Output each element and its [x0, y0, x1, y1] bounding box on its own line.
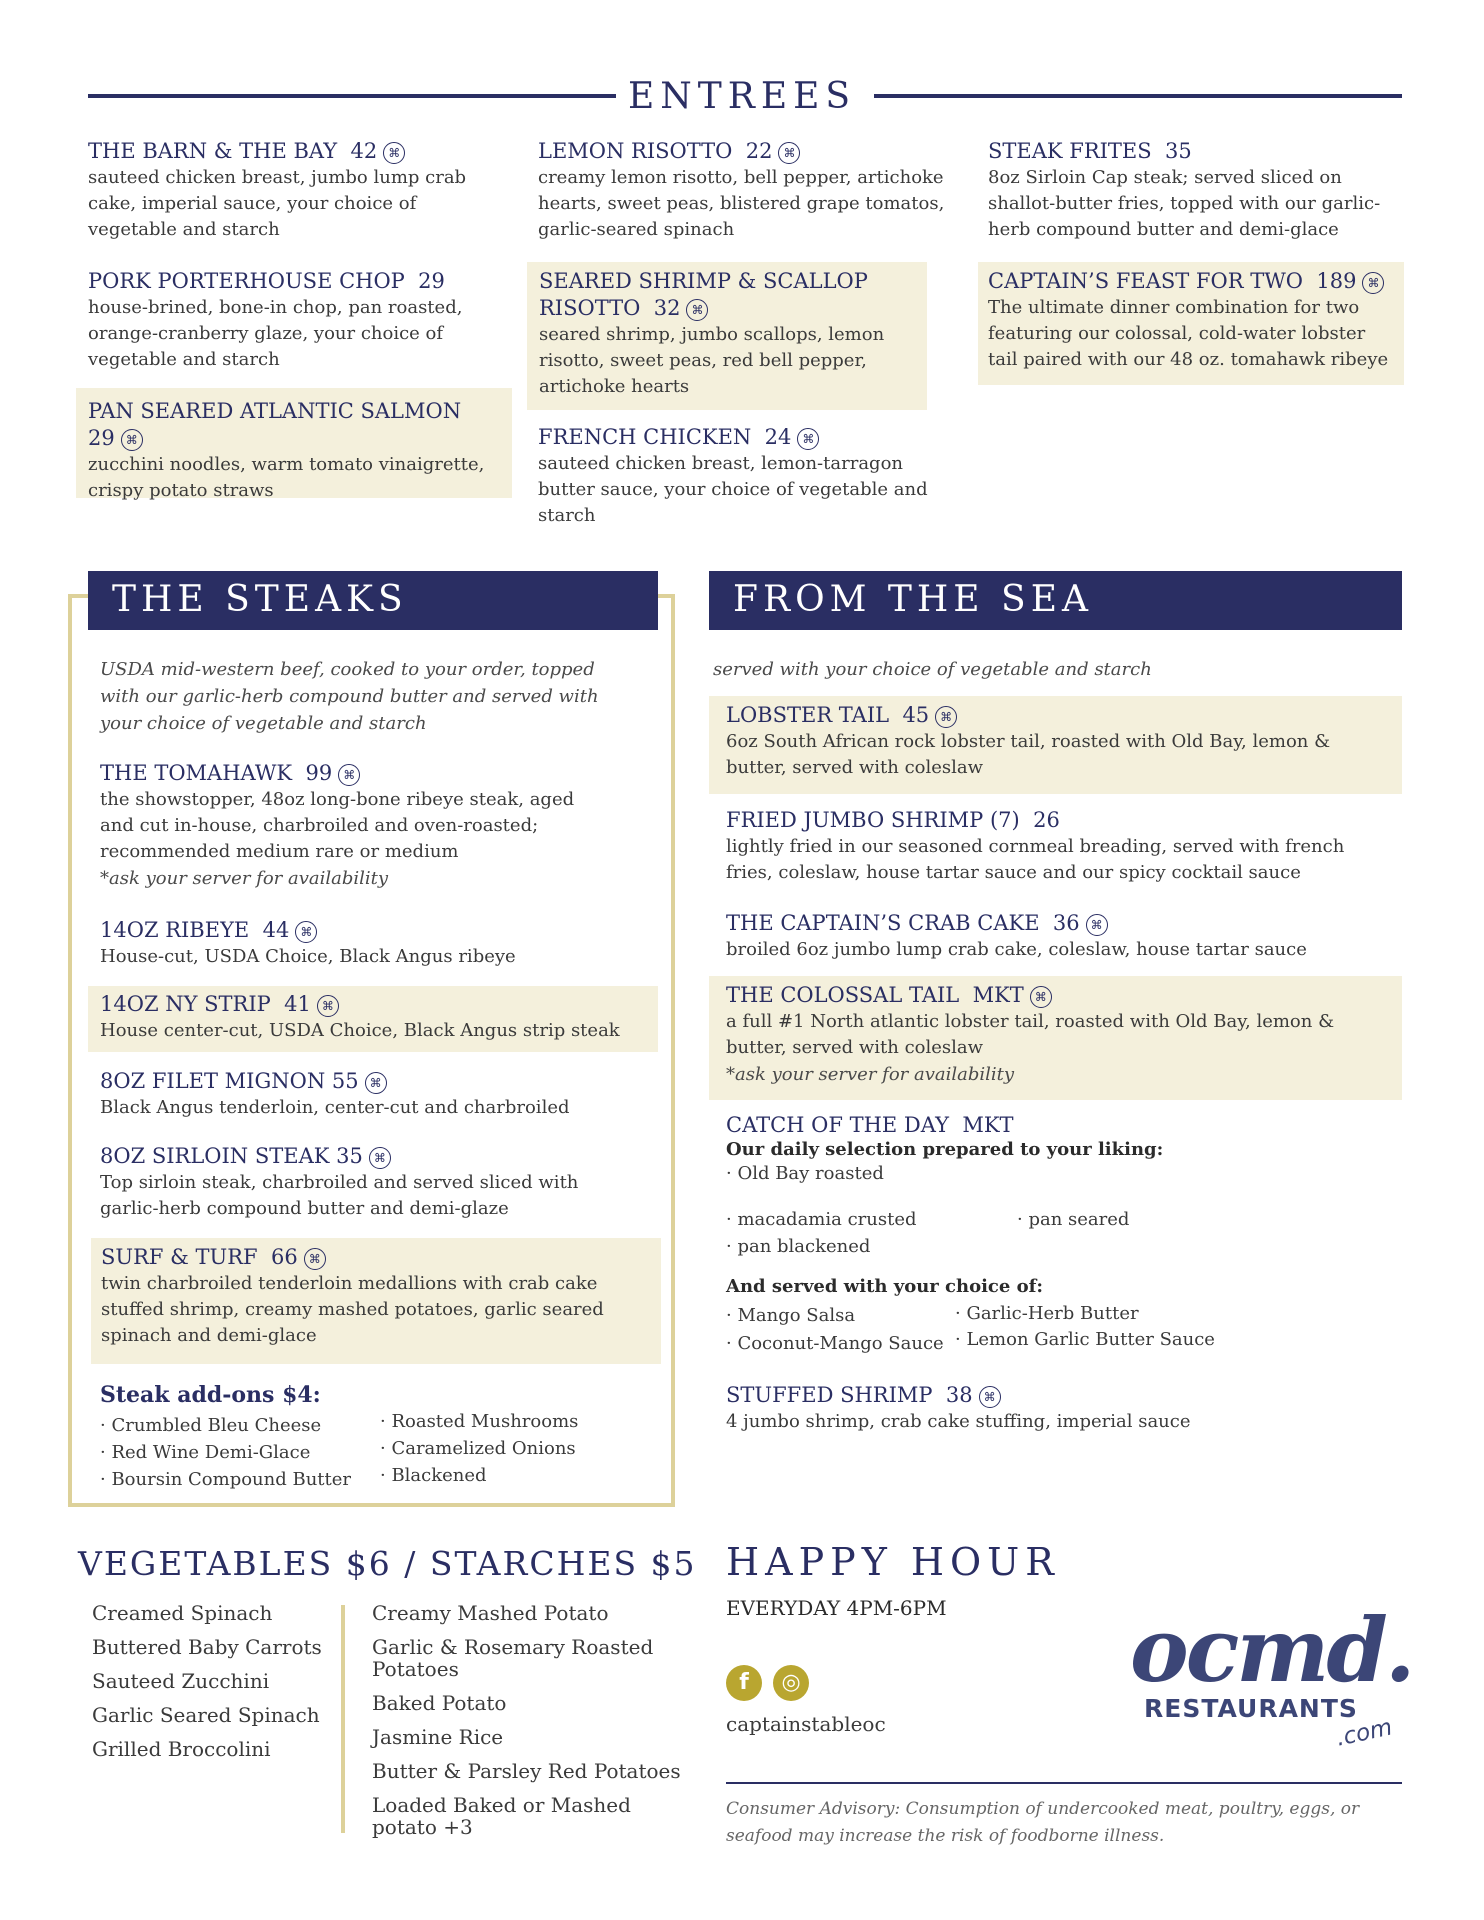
item-price: MKT [972, 983, 1024, 1007]
item-price: 55 [331, 1069, 359, 1093]
vegetable-item: Garlic Seared Spinach [92, 1703, 320, 1727]
catch-prep-item: · macadamia crusted [726, 1209, 917, 1230]
vegetables-list [92, 1596, 322, 1766]
gluten-free-icon: ⌘ [383, 142, 405, 164]
item-description: The ultimate dinner combination for two featuring our colossal, cold-water lobster tail paired with our 48 oz. tomahawk ribeye [988, 297, 1389, 370]
menu-item [100, 917, 640, 970]
menu-item [100, 1143, 630, 1222]
catch-prep-title: Our daily selection prepared to your liking: [726, 1139, 1164, 1160]
menu-item [726, 807, 1396, 886]
item-description: creamy lemon risotto, bell pepper, artichoke hearts, sweet peas, blistered grape tomatos, garlic-seared spinach [538, 167, 945, 240]
catch-choice-item: · Garlic-Herb Butter [955, 1303, 1139, 1324]
starch-item: Jasmine Rice [372, 1725, 504, 1749]
catch-choice-item: · Coconut-Mango Sauce [726, 1333, 944, 1354]
menu-item-featured [709, 696, 1402, 794]
item-price: 42 [350, 139, 378, 163]
item-description: seared shrimp, jumbo scallops, lemon risotto, sweet peas, red bell pepper, artichoke hearts [539, 324, 885, 397]
item-name: THE COLOSSAL TAIL [726, 983, 960, 1007]
item-name: 14OZ NY STRIP [100, 992, 271, 1016]
addon-item: · Crumbled Bleu Cheese [100, 1415, 322, 1436]
menu-item [88, 138, 488, 243]
menu-item-featured [527, 262, 927, 410]
catch-prep-item: · pan blackened [726, 1236, 871, 1257]
item-description: broiled 6oz jumbo lump crab cake, coleslaw, house tartar sauce [726, 939, 1307, 960]
catch-choice-item: · Lemon Garlic Butter Sauce [955, 1329, 1215, 1350]
item-description: zucchini noodles, warm tomato vinaigrette, crispy potato straws [88, 454, 485, 501]
item-name: 8OZ FILET MIGNON [100, 1069, 326, 1093]
menu-item-featured [91, 1238, 661, 1364]
item-name: CAPTAIN’S FEAST FOR TWO [988, 269, 1304, 293]
item-name: LOBSTER TAIL [726, 703, 890, 727]
gluten-free-icon: ⌘ [797, 428, 819, 450]
item-description: twin charbroiled tenderloin medallions with crab cake stuffed shrimp, creamy mashed potatoes, garlic seared spinach and demi-glace [101, 1273, 604, 1346]
gluten-free-icon: ⌘ [317, 995, 339, 1017]
item-name: SURF & TURF [101, 1245, 258, 1269]
gluten-free-icon: ⌘ [295, 921, 317, 943]
gluten-free-icon: ⌘ [686, 299, 708, 321]
item-name: STEAK FRITES [988, 139, 1152, 163]
steak-addons-left [100, 1412, 351, 1493]
item-name: 8OZ SIRLOIN STEAK [100, 1144, 330, 1168]
addon-item: · Boursin Compound Butter [100, 1469, 352, 1490]
addon-item: · Red Wine Demi-Glace [100, 1442, 311, 1463]
item-price: 22 [745, 139, 773, 163]
item-price: 29 [418, 269, 445, 293]
item-price: 44 [262, 918, 290, 942]
vegetable-item: Grilled Broccolini [92, 1737, 271, 1761]
item-description: 6oz South African rock lobster tail, roasted with Old Bay, lemon & butter, served with coleslaw [726, 731, 1331, 778]
item-description: lightly fried in our seasoned cornmeal breading, served with french fries, coleslaw, house tartar sauce and our spicy cocktail sauce [726, 836, 1345, 883]
sides-divider [341, 1605, 345, 1833]
gluten-free-icon: ⌘ [1086, 914, 1108, 936]
gluten-free-icon: ⌘ [778, 142, 800, 164]
menu-item [538, 424, 958, 529]
item-name: THE TOMAHAWK [100, 761, 293, 785]
catch-choice-item: · Mango Salsa [726, 1305, 856, 1326]
item-name: PORK PORTERHOUSE CHOP [88, 269, 405, 293]
menu-item [726, 1382, 1396, 1435]
item-name: CATCH OF THE DAY [726, 1113, 949, 1137]
item-description: 4 jumbo shrimp, crab cake stuffing, imperial sauce [726, 1411, 1191, 1432]
menu-item [988, 138, 1398, 243]
item-name: THE CAPTAIN’S CRAB CAKE [726, 911, 1040, 935]
item-price: MKT [962, 1113, 1014, 1137]
item-description: Black Angus tenderloin, center-cut and charbroiled [100, 1097, 570, 1118]
gluten-free-icon: ⌘ [304, 1248, 326, 1270]
item-description: House center-cut, USDA Choice, Black Angus strip steak [100, 1020, 620, 1041]
ocmd-logo [1130, 1598, 1413, 1752]
social-handle[interactable]: captainstableoc [726, 1712, 886, 1736]
item-price: 41 [284, 992, 311, 1016]
menu-item [100, 1068, 640, 1121]
menu-item [88, 268, 488, 373]
menu-item-featured [978, 262, 1404, 385]
item-price: 99 [305, 761, 333, 785]
facebook-icon[interactable]: f [726, 1665, 762, 1701]
item-price: 35 [336, 1144, 363, 1168]
availability-note: *ask your server for availability [726, 1064, 1015, 1085]
logo-ocmd-text: ocmd. [1130, 1598, 1413, 1702]
item-description: sauteed chicken breast, lemon-tarragon butter sauce, your choice of vegetable and starch [538, 453, 928, 526]
item-name: PAN SEARED ATLANTIC SALMON [88, 399, 462, 423]
sea-banner: FROM THE SEA [709, 571, 1402, 630]
logo-restaurants-text: RESTAURANTS [1144, 1694, 1358, 1723]
item-description: house-brined, bone-in chop, pan roasted, orange-cranberry glaze, your choice of vegetable and starch [88, 297, 463, 370]
addon-item: · Roasted Mushrooms [380, 1411, 579, 1432]
steaks-frame-corner [655, 594, 675, 598]
item-name: FRIED JUMBO SHRIMP (7) [726, 808, 1020, 832]
item-description: a full #1 North atlantic lobster tail, roasted with Old Bay, lemon & butter, served with coleslaw [726, 1011, 1335, 1058]
addon-item: · Blackened [380, 1465, 487, 1486]
starch-item: Baked Potato [372, 1691, 507, 1715]
item-price: 35 [1165, 139, 1192, 163]
item-price: 26 [1033, 808, 1060, 832]
gluten-free-icon: ⌘ [1030, 986, 1052, 1008]
catch-prep-item: · Old Bay roasted [726, 1163, 884, 1184]
consumer-advisory: Consumer Advisory: Consumption of undercooked meat, poultry, eggs, or seafood may increase the risk of foodborne illness. [726, 1799, 1360, 1846]
starch-item: Loaded Baked or Mashed potato +3 [372, 1793, 631, 1839]
logo-com-text: .com [1333, 1714, 1395, 1752]
starch-item: Garlic & Rosemary Roasted Potatoes [372, 1635, 654, 1681]
gluten-free-icon: ⌘ [979, 1386, 1001, 1408]
gluten-free-icon: ⌘ [1362, 272, 1384, 294]
happy-hour-heading: HAPPY HOUR [726, 1540, 1060, 1584]
vegetable-item: Creamed Spinach [92, 1601, 273, 1625]
item-description: House-cut, USDA Choice, Black Angus ribeye [100, 946, 516, 967]
item-description: the showstopper, 48oz long-bone ribeye steak, aged and cut in-house, charbroiled and oven-roasted; recommended medium rare or medium [100, 789, 575, 862]
vegetable-item: Sauteed Zucchini [92, 1669, 270, 1693]
starches-list [372, 1596, 692, 1838]
item-name: FRENCH CHICKEN [538, 425, 752, 449]
advisory-rule [726, 1782, 1402, 1784]
item-price: 36 [1052, 911, 1080, 935]
gluten-free-icon: ⌘ [369, 1147, 391, 1169]
item-name: THE BARN & THE BAY [88, 139, 338, 163]
gluten-free-icon: ⌘ [338, 764, 360, 786]
sea-intro: served with your choice of vegetable and starch [713, 659, 1152, 680]
menu-item-featured [88, 986, 658, 1052]
menu-item-featured [76, 388, 512, 501]
item-price: 29 [88, 426, 115, 450]
steaks-banner: THE STEAKS [88, 571, 658, 630]
item-name: SEARED SHRIMP & SCALLOP RISOTTO [539, 269, 868, 320]
menu-item-featured [709, 976, 1402, 1100]
item-price: 189 [1316, 269, 1357, 293]
item-name: LEMON RISOTTO [538, 139, 733, 163]
gluten-free-icon: ⌘ [935, 706, 957, 728]
social-icons [726, 1665, 815, 1701]
item-name: STUFFED SHRIMP [726, 1383, 933, 1407]
menu-item [100, 760, 640, 892]
steaks-intro: USDA mid-western beef, cooked to your order, topped with our garlic-herb compound butter and served with your choice of vegetable and starch [100, 659, 599, 734]
vegetable-item: Buttered Baby Carrots [92, 1635, 322, 1659]
starch-item: Creamy Mashed Potato [372, 1601, 609, 1625]
catch-of-the-day [726, 1112, 1396, 1187]
addon-item: · Caramelized Onions [380, 1438, 576, 1459]
item-price: 32 [653, 296, 681, 320]
starch-item: Butter & Parsley Red Potatoes [372, 1759, 681, 1783]
steak-addons-title: Steak add-ons $4: [100, 1382, 321, 1408]
availability-note: *ask your server for availability [100, 868, 389, 889]
steak-addons-right [380, 1408, 578, 1489]
menu-item [726, 910, 1396, 963]
instagram-icon[interactable]: ◎ [773, 1665, 809, 1701]
item-name: 14OZ RIBEYE [100, 918, 250, 942]
item-description: sauteed chicken breast, jumbo lump crab cake, imperial sauce, your choice of vegetable and starch [88, 167, 467, 240]
catch-prep-item: · pan seared [1017, 1209, 1130, 1230]
happy-hour-times: EVERYDAY 4PM-6PM [726, 1596, 947, 1620]
entrees-heading: ENTREES [627, 76, 857, 117]
item-price: 66 [270, 1245, 298, 1269]
gluten-free-icon: ⌘ [365, 1072, 387, 1094]
item-price: 24 [764, 425, 792, 449]
item-price: 38 [945, 1383, 973, 1407]
gluten-free-icon: ⌘ [121, 429, 143, 451]
menu-item [538, 138, 958, 243]
sides-heading: VEGETABLES $6 / STARCHES $5 [78, 1544, 697, 1583]
item-description: 8oz Sirloin Cap steak; served sliced on shallot-butter fries, topped with our garlic-herb compound butter and demi-glace [988, 167, 1381, 240]
item-price: 45 [902, 703, 930, 727]
steaks-frame-corner [68, 594, 88, 598]
catch-choice-title: And served with your choice of: [726, 1276, 1044, 1297]
item-description: Top sirloin steak, charbroiled and served sliced with garlic-herb compound butter and demi-glaze [100, 1172, 579, 1219]
